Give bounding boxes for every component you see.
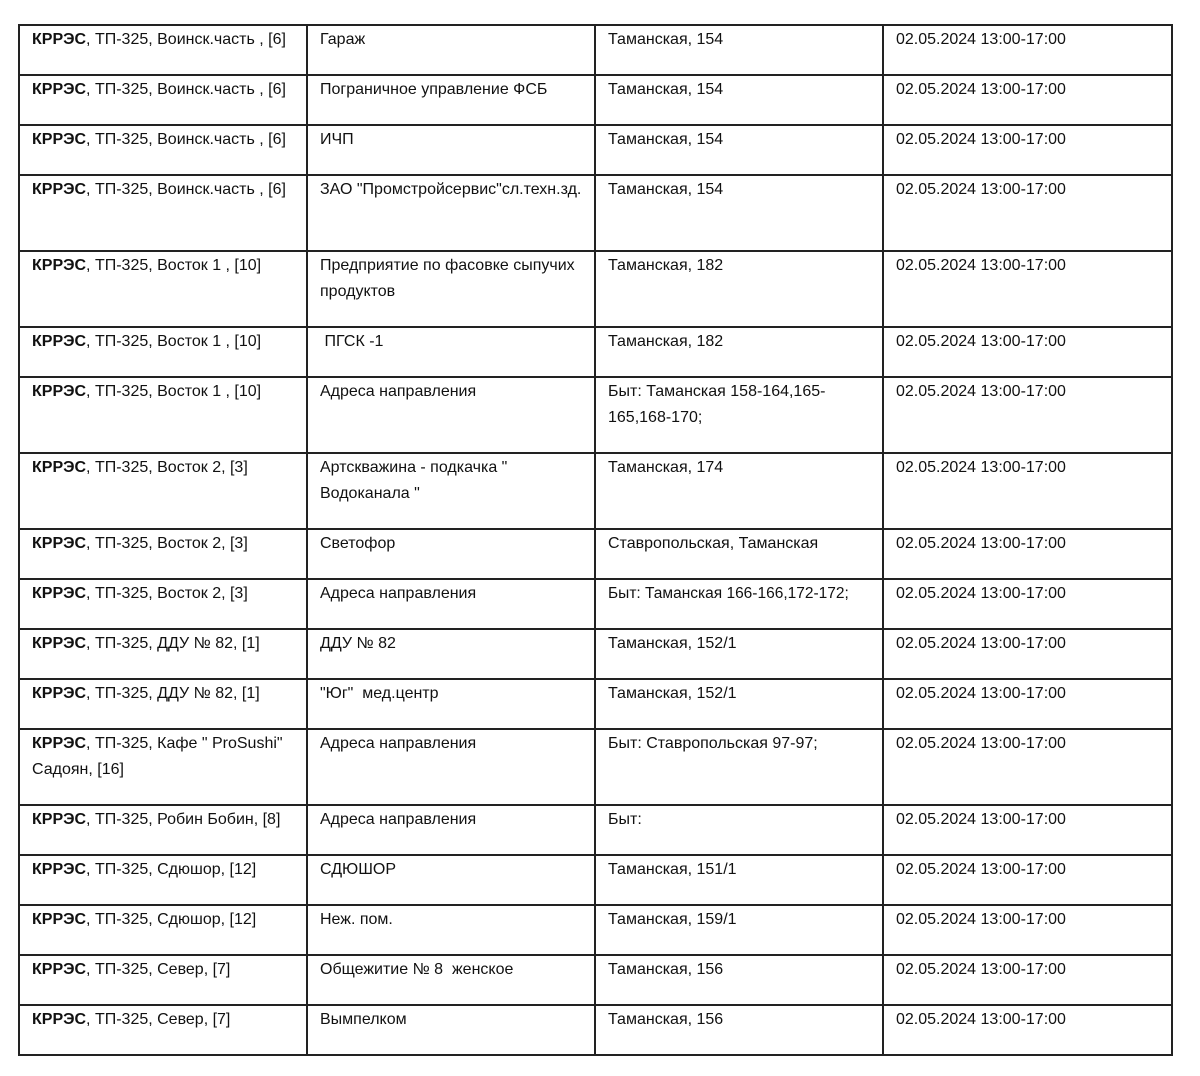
address-cell: Ставропольская, Таманская [595, 529, 883, 579]
feeder-text: , ТП-325, Воинск.часть , [6] [86, 31, 286, 48]
time-cell: 02.05.2024 13:00-17:00 [883, 679, 1172, 729]
feeder-text: , ТП-325, Восток 2, [3] [86, 459, 248, 476]
time-cell: 02.05.2024 13:00-17:00 [883, 125, 1172, 175]
table-row [19, 75, 1172, 125]
org-name: КРРЭС [32, 1011, 87, 1028]
table-row [19, 855, 1172, 905]
table-row [19, 679, 1172, 729]
consumer-cell: "Юг" мед.центр [307, 679, 595, 729]
feeder-text: , ТП-325, Кафе " ProSushi" Садоян, [16] [32, 735, 283, 778]
time-cell: 02.05.2024 13:00-17:00 [883, 377, 1172, 453]
feeder-cell [19, 453, 307, 529]
org-name: КРРЭС [32, 685, 87, 702]
table-row [19, 955, 1172, 1005]
time-cell: 02.05.2024 13:00-17:00 [883, 75, 1172, 125]
org-name: КРРЭС [32, 459, 87, 476]
address-cell: Быт: Таманская 158-164,165-165,168-170; [595, 377, 883, 453]
consumer-cell: ПГСК -1 [307, 327, 595, 377]
org-name: КРРЭС [32, 333, 87, 350]
address-cell: Таманская, 154 [595, 125, 883, 175]
table-row [19, 175, 1172, 251]
feeder-text: , ТП-325, Воинск.часть , [6] [86, 81, 286, 98]
table-row [19, 729, 1172, 805]
time-cell: 02.05.2024 13:00-17:00 [883, 529, 1172, 579]
time-cell: 02.05.2024 13:00-17:00 [883, 855, 1172, 905]
feeder-cell [19, 729, 307, 805]
org-name: КРРЭС [32, 535, 87, 552]
feeder-text: , ТП-325, Восток 1 , [10] [86, 383, 262, 400]
feeder-text: , ТП-325, Север, [7] [86, 961, 231, 978]
consumer-cell: Адреса направления [307, 805, 595, 855]
consumer-cell: ДДУ № 82 [307, 629, 595, 679]
table-row [19, 1005, 1172, 1055]
org-name: КРРЭС [32, 383, 87, 400]
consumer-cell: ЗАО "Промстройсервис"сл.техн.зд. [307, 175, 595, 251]
feeder-text: , ТП-325, ДДУ № 82, [1] [86, 635, 260, 652]
consumer-cell: Неж. пом. [307, 905, 595, 955]
feeder-text: , ТП-325, Воинск.часть , [6] [86, 181, 286, 198]
time-cell: 02.05.2024 13:00-17:00 [883, 251, 1172, 327]
feeder-cell [19, 125, 307, 175]
time-cell: 02.05.2024 13:00-17:00 [883, 327, 1172, 377]
time-cell: 02.05.2024 13:00-17:00 [883, 579, 1172, 629]
time-cell: 02.05.2024 13:00-17:00 [883, 629, 1172, 679]
feeder-text: , ТП-325, Восток 2, [3] [86, 585, 248, 602]
org-name: КРРЭС [32, 131, 87, 148]
address-cell: Таманская, 182 [595, 327, 883, 377]
org-name: КРРЭС [32, 257, 87, 274]
table-row [19, 579, 1172, 629]
feeder-cell [19, 327, 307, 377]
consumer-cell: СДЮШОР [307, 855, 595, 905]
feeder-text: , ТП-325, Восток 1 , [10] [86, 333, 262, 350]
org-name: КРРЭС [32, 81, 87, 98]
consumer-cell: Адреса направления [307, 579, 595, 629]
org-name: КРРЭС [32, 635, 87, 652]
consumer-cell: Гараж [307, 25, 595, 75]
feeder-cell [19, 629, 307, 679]
consumer-cell: Адреса направления [307, 729, 595, 805]
feeder-cell [19, 377, 307, 453]
org-name: КРРЭС [32, 181, 87, 198]
table-row [19, 25, 1172, 75]
feeder-cell [19, 679, 307, 729]
table-row [19, 529, 1172, 579]
consumer-cell: Вымпелком [307, 1005, 595, 1055]
feeder-cell [19, 805, 307, 855]
feeder-cell [19, 175, 307, 251]
time-cell: 02.05.2024 13:00-17:00 [883, 453, 1172, 529]
address-cell: Таманская, 151/1 [595, 855, 883, 905]
address-cell: Таманская, 156 [595, 1005, 883, 1055]
address-cell: Таманская, 152/1 [595, 629, 883, 679]
feeder-cell [19, 25, 307, 75]
feeder-text: , ТП-325, Сдюшор, [12] [86, 861, 257, 878]
feeder-cell [19, 75, 307, 125]
time-cell: 02.05.2024 13:00-17:00 [883, 1005, 1172, 1055]
time-cell: 02.05.2024 13:00-17:00 [883, 955, 1172, 1005]
table-row [19, 377, 1172, 453]
address-cell: Быт: [595, 805, 883, 855]
time-cell: 02.05.2024 13:00-17:00 [883, 905, 1172, 955]
org-name: КРРЭС [32, 585, 87, 602]
consumer-cell: ИЧП [307, 125, 595, 175]
feeder-text: , ТП-325, Восток 2, [3] [86, 535, 248, 552]
org-name: КРРЭС [32, 735, 87, 752]
feeder-cell [19, 905, 307, 955]
org-name: КРРЭС [32, 31, 87, 48]
consumer-cell: Артскважина - подкачка " Водоканала " [307, 453, 595, 529]
consumer-cell: Адреса направления [307, 377, 595, 453]
feeder-cell [19, 855, 307, 905]
org-name: КРРЭС [32, 961, 87, 978]
address-cell: Таманская, 154 [595, 25, 883, 75]
feeder-text: , ТП-325, Север, [7] [86, 1011, 231, 1028]
time-cell: 02.05.2024 13:00-17:00 [883, 25, 1172, 75]
address-cell: Таманская, 182 [595, 251, 883, 327]
org-name: КРРЭС [32, 861, 87, 878]
time-cell: 02.05.2024 13:00-17:00 [883, 729, 1172, 805]
address-cell: Таманская, 156 [595, 955, 883, 1005]
table-row [19, 805, 1172, 855]
feeder-text: , ТП-325, Воинск.часть , [6] [86, 131, 286, 148]
consumer-cell: Предприятие по фасовке сыпучих продуктов [307, 251, 595, 327]
address-cell: Быт: Ставропольская 97-97; [595, 729, 883, 805]
consumer-cell: Общежитие № 8 женское [307, 955, 595, 1005]
address-cell: Таманская, 174 [595, 453, 883, 529]
feeder-cell [19, 251, 307, 327]
address-cell: Таманская, 159/1 [595, 905, 883, 955]
address-cell: Быт: Таманская 166-166,172-172; [595, 579, 883, 629]
address-cell: Таманская, 152/1 [595, 679, 883, 729]
time-cell: 02.05.2024 13:00-17:00 [883, 175, 1172, 251]
org-name: КРРЭС [32, 911, 87, 928]
time-cell: 02.05.2024 13:00-17:00 [883, 805, 1172, 855]
feeder-text: , ТП-325, Восток 1 , [10] [86, 257, 262, 274]
feeder-cell [19, 1005, 307, 1055]
consumer-cell: Пограничное управление ФСБ [307, 75, 595, 125]
feeder-text: , ТП-325, Робин Бобин, [8] [86, 811, 281, 828]
table-row [19, 629, 1172, 679]
outage-schedule-table [18, 24, 1173, 1056]
feeder-text: , ТП-325, Сдюшор, [12] [86, 911, 257, 928]
table-row [19, 453, 1172, 529]
address-cell: Таманская, 154 [595, 175, 883, 251]
table-row [19, 251, 1172, 327]
feeder-cell [19, 529, 307, 579]
table-row [19, 125, 1172, 175]
consumer-cell: Светофор [307, 529, 595, 579]
table-row [19, 327, 1172, 377]
feeder-text: , ТП-325, ДДУ № 82, [1] [86, 685, 260, 702]
table-row [19, 905, 1172, 955]
org-name: КРРЭС [32, 811, 87, 828]
feeder-cell [19, 579, 307, 629]
feeder-cell [19, 955, 307, 1005]
address-cell: Таманская, 154 [595, 75, 883, 125]
